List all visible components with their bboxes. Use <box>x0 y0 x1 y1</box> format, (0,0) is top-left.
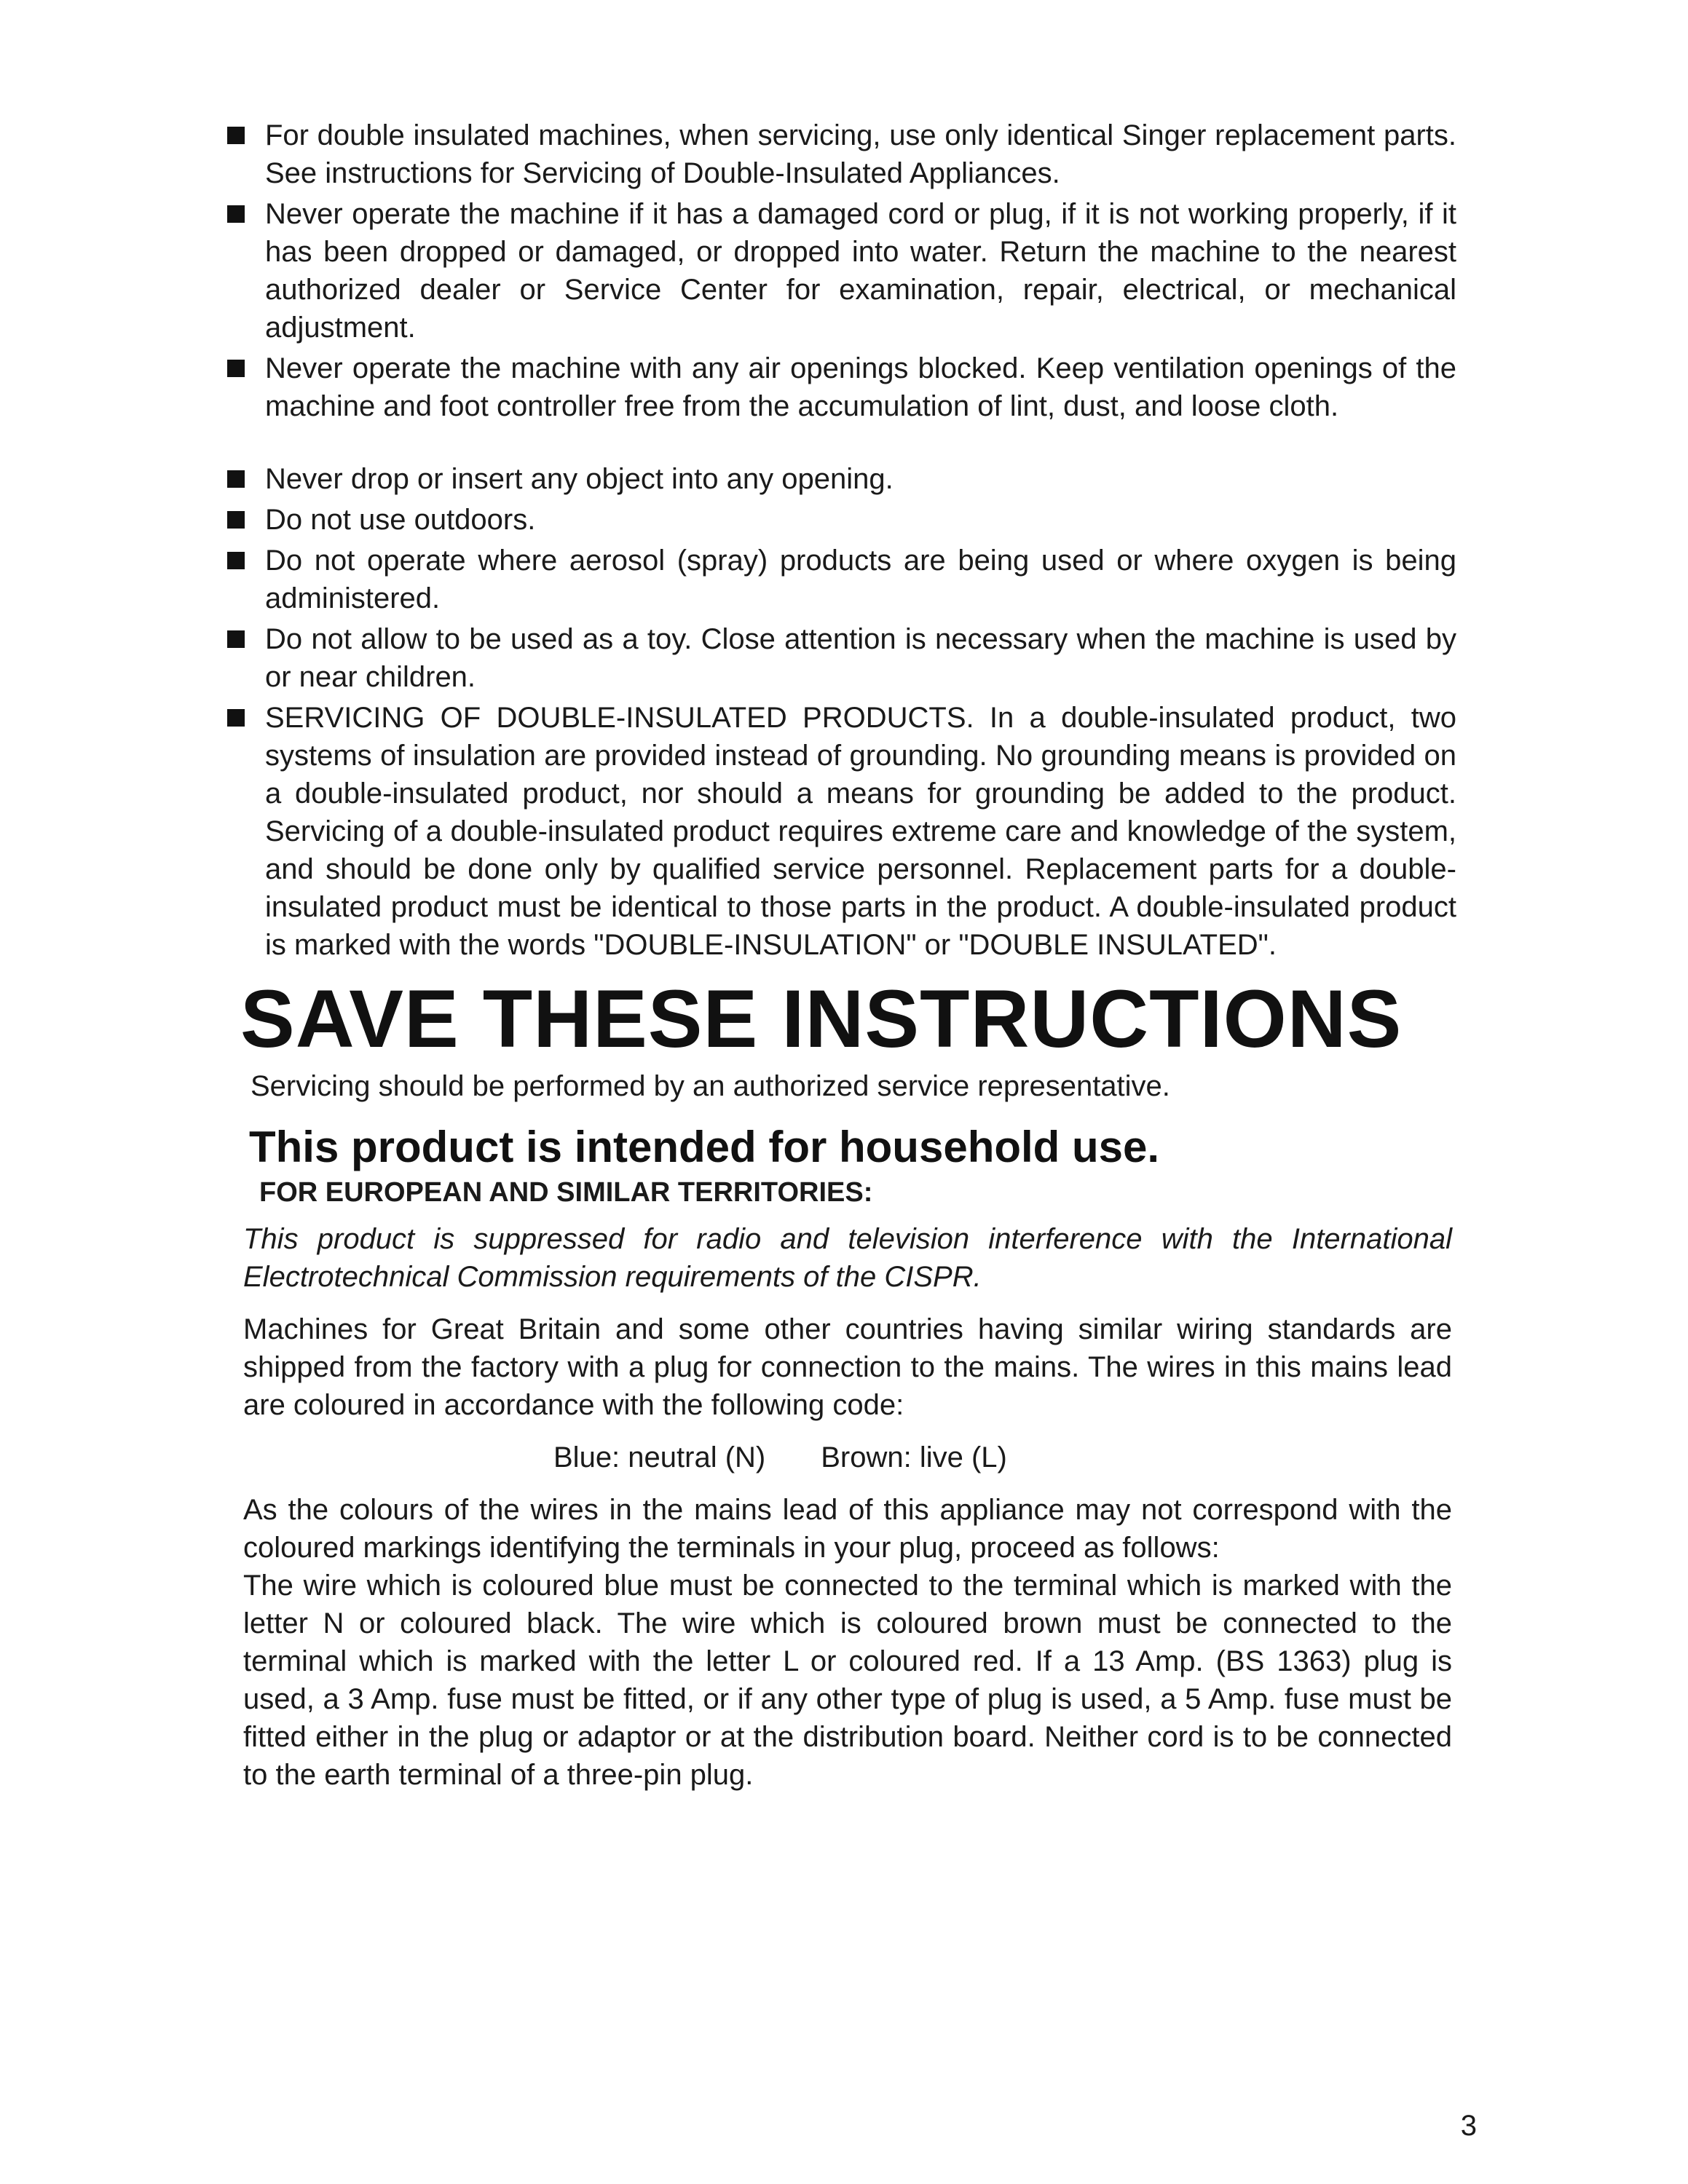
bullet-text: Do not use outdoors. <box>265 504 536 536</box>
bullet-square-icon <box>227 552 245 569</box>
bullet-text: Do not operate where aerosol (spray) products are being used or where oxygen is being administered. <box>265 545 1456 614</box>
bullet-text: Never operate the machine if it has a damaged cord or plug, if it is not working properly, if it has been dropped or damaged, or dropped into water. Return the machine to the nearest authorized dealer or Service Center for examination, repair, electrical, or mechanical adjustment. <box>265 198 1456 344</box>
service-note: Servicing should be performed by an authorized service representative. <box>251 1070 1170 1102</box>
bullet-square-icon <box>227 630 245 648</box>
save-instructions-heading: SAVE THESE INSTRUCTIONS <box>240 973 1403 1064</box>
bullet-text: Never drop or insert any object into any opening. <box>265 463 894 495</box>
bullet-square-icon <box>227 709 245 727</box>
page-number: 3 <box>1460 2110 1477 2142</box>
household-use-heading: This product is intended for household use. <box>249 1123 1160 1171</box>
bullet-item <box>218 699 1456 964</box>
colours-note: As the colours of the wires in the mains lead of this appliance may not correspond with the coloured markings identifying the terminals in your plug, proceed as follows: <box>243 1494 1452 1564</box>
wiring-intro: Machines for Great Britain and some other countries having similar wiring standards are shipped from the factory with a plug for connection to the mains. The wires in this mains lead are coloured in accordance with the following code: <box>243 1313 1452 1421</box>
bullet-text: Never operate the machine with any air openings blocked. Keep ventilation openings of the machine and foot controller free from the accumulation of lint, dust, and loose cloth. <box>265 352 1456 422</box>
bullet-item <box>218 460 1456 498</box>
bullet-item <box>218 195 1456 347</box>
bullet-square-icon <box>227 511 245 529</box>
wiring-instructions: The wire which is coloured blue must be connected to the terminal which is marked with the letter N or coloured black. The wire which is coloured brown must be connected to the terminal which is marked with the letter L or coloured red. If a 13 Amp. (BS 1363) plug is used, a 3 Amp. fuse must be fitted, or if any other type of plug is used, a 5 Amp. fuse must be fitted either in the plug or adaptor or at the distribution board. Neither cord is to be connected to the earth terminal of a three-pin plug. <box>243 1570 1452 1791</box>
bullet-square-icon <box>227 470 245 488</box>
bullet-item <box>218 620 1456 696</box>
brown-wire-code: Brown: live (L) <box>821 1441 1007 1473</box>
bullet-item <box>218 501 1456 539</box>
bullet-text: SERVICING OF DOUBLE-INSULATED PRODUCTS. In a double-insulated product, two systems of insulation are provided instead of grounding. No grounding means is provided on a double-insulated product, nor should a means for grounding be added to the product. Servicing of a double-insulated product requires extreme care and knowledge of the system, and should be done only by qualified service personnel. Replacement parts for a double-insulated product must be identical to those parts in the product. A double-insulated product is marked with the words "DOUBLE-INSULATION" or "DOUBLE INSULATED". <box>265 702 1456 961</box>
suppression-note: This product is suppressed for radio and television interference with the International Electrotechnical Commission requirements of the CISPR. <box>243 1223 1452 1293</box>
bullet-text: For double insulated machines, when servicing, use only identical Singer replacement parts. See instructions for Servicing of Double-Insulated Appliances. <box>265 119 1456 189</box>
european-territories-heading: FOR EUROPEAN AND SIMILAR TERRITORIES: <box>259 1177 873 1208</box>
bullet-square-icon <box>227 127 245 144</box>
bullet-item <box>218 542 1456 617</box>
bullet-square-icon <box>227 360 245 377</box>
bullet-item <box>218 349 1456 425</box>
safety-bullet-list <box>218 116 1456 964</box>
wire-colour-codes <box>218 1439 1456 1476</box>
manual-page <box>218 116 1456 1794</box>
bullet-text: Do not allow to be used as a toy. Close attention is necessary when the machine is used by or near children. <box>265 623 1456 693</box>
bullet-item <box>218 116 1456 192</box>
bullet-square-icon <box>227 205 245 223</box>
blue-wire-code: Blue: neutral (N) <box>553 1441 766 1473</box>
